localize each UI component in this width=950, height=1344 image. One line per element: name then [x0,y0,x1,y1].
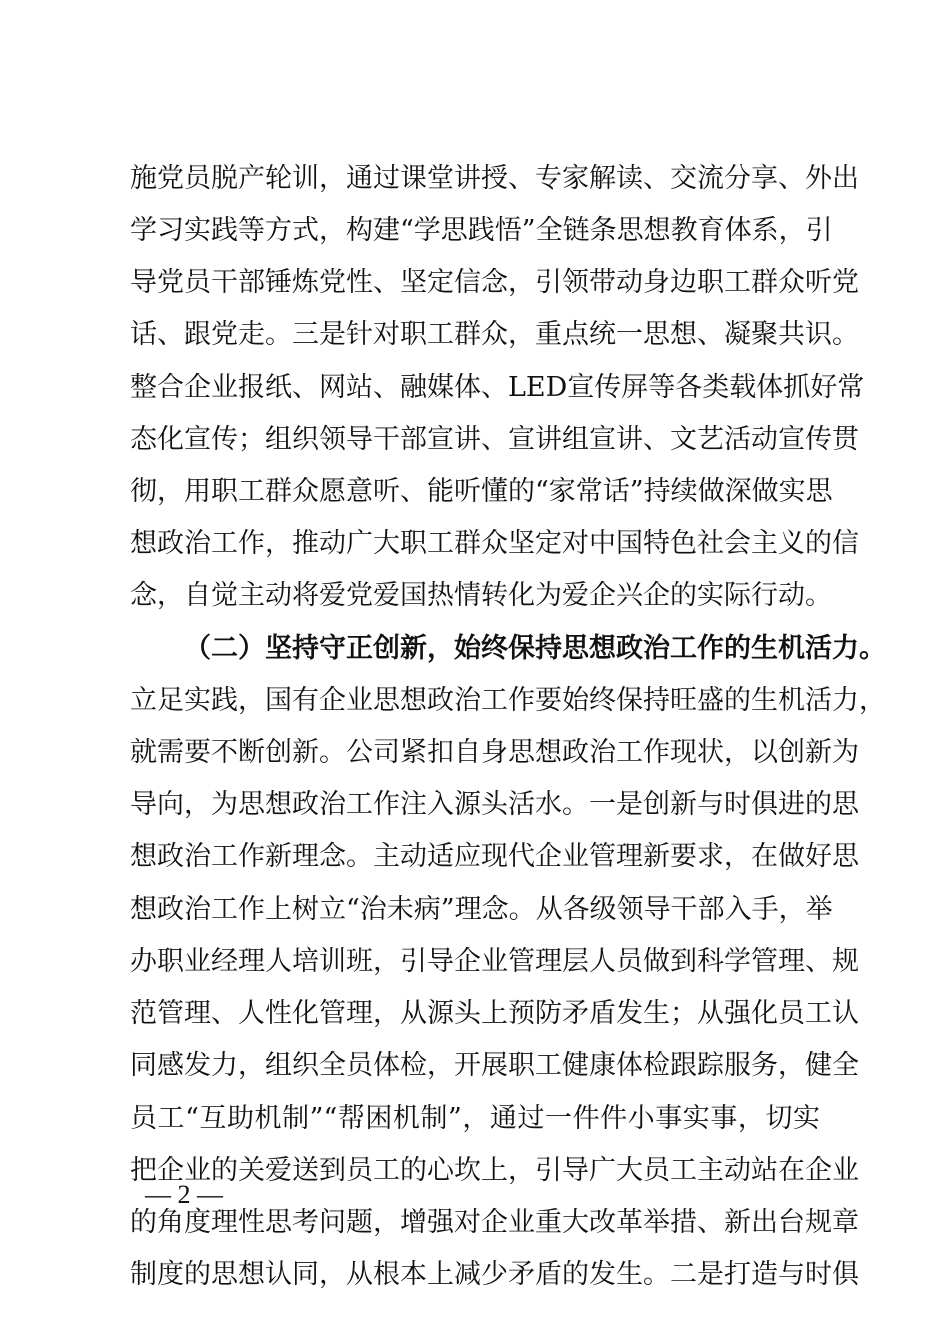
text-line: 彻，用职工群众愿意听、能听懂的“家常话”持续做深做实思 [130,476,833,507]
text-line: 办职业经理人培训班，引导企业管理层人员做到科学管理、规 [130,946,859,977]
text-line: 想政治工作，推动广大职工群众坚定对中国特色社会主义的信 [130,528,859,559]
text-line: 立足实践，国有企业思想政治工作要始终保持旺盛的生机活力， [130,685,886,716]
text-line: 员工“互助机制”“帮困机制”，通过一件件小事实事，切实 [130,1103,820,1134]
text-line: 施党员脱产轮训，通过课堂讲授、专家解读、交流分享、外出 [130,163,859,194]
text-line: 的角度理性思考问题，增强对企业重大改革举措、新出台规章 [130,1207,859,1238]
section-heading: （二）坚持守正创新，始终保持思想政治工作的生机活力。 [184,633,886,664]
text-line: 想政治工作上树立“治未病”理念。从各级领导干部入手，举 [130,894,833,925]
text-line: 学习实践等方式，构建“学思践悟”全链条思想教育体系，引 [130,215,833,246]
page-number: — 2 — [145,1180,223,1209]
text-line: 话、跟党走。三是针对职工群众，重点统一思想、凝聚共识。 [130,319,859,350]
text-line: 整合企业报纸、网站、融媒体、LED宣传屏等各类载体抓好常 [130,372,865,403]
text-line: 范管理、人性化管理，从源头上预防矛盾发生；从强化员工认 [130,998,859,1029]
text-line: 导党员干部锤炼党性、坚定信念，引领带动身边职工群众听党 [130,267,859,298]
text-line: 就需要不断创新。公司紧扣自身思想政治工作现状，以创新为 [130,737,859,768]
text-line: 制度的思想认同，从根本上减少矛盾的发生。二是打造与时俱 [130,1259,859,1290]
text-line: 导向，为思想政治工作注入源头活水。一是创新与时俱进的思 [130,789,859,820]
text-line: 同感发力，组织全员体检，开展职工健康体检跟踪服务，健全 [130,1050,859,1081]
text-line: 想政治工作新理念。主动适应现代企业管理新要求，在做好思 [130,841,859,872]
text-line: 把企业的关爱送到员工的心坎上，引导广大员工主动站在企业 [130,1155,859,1186]
text-line: 念，自觉主动将爱党爱国热情转化为爱企兴企的实际行动。 [130,580,832,611]
text-line: 态化宣传；组织领导干部宣讲、宣讲组宣讲、文艺活动宣传贯 [130,424,859,455]
